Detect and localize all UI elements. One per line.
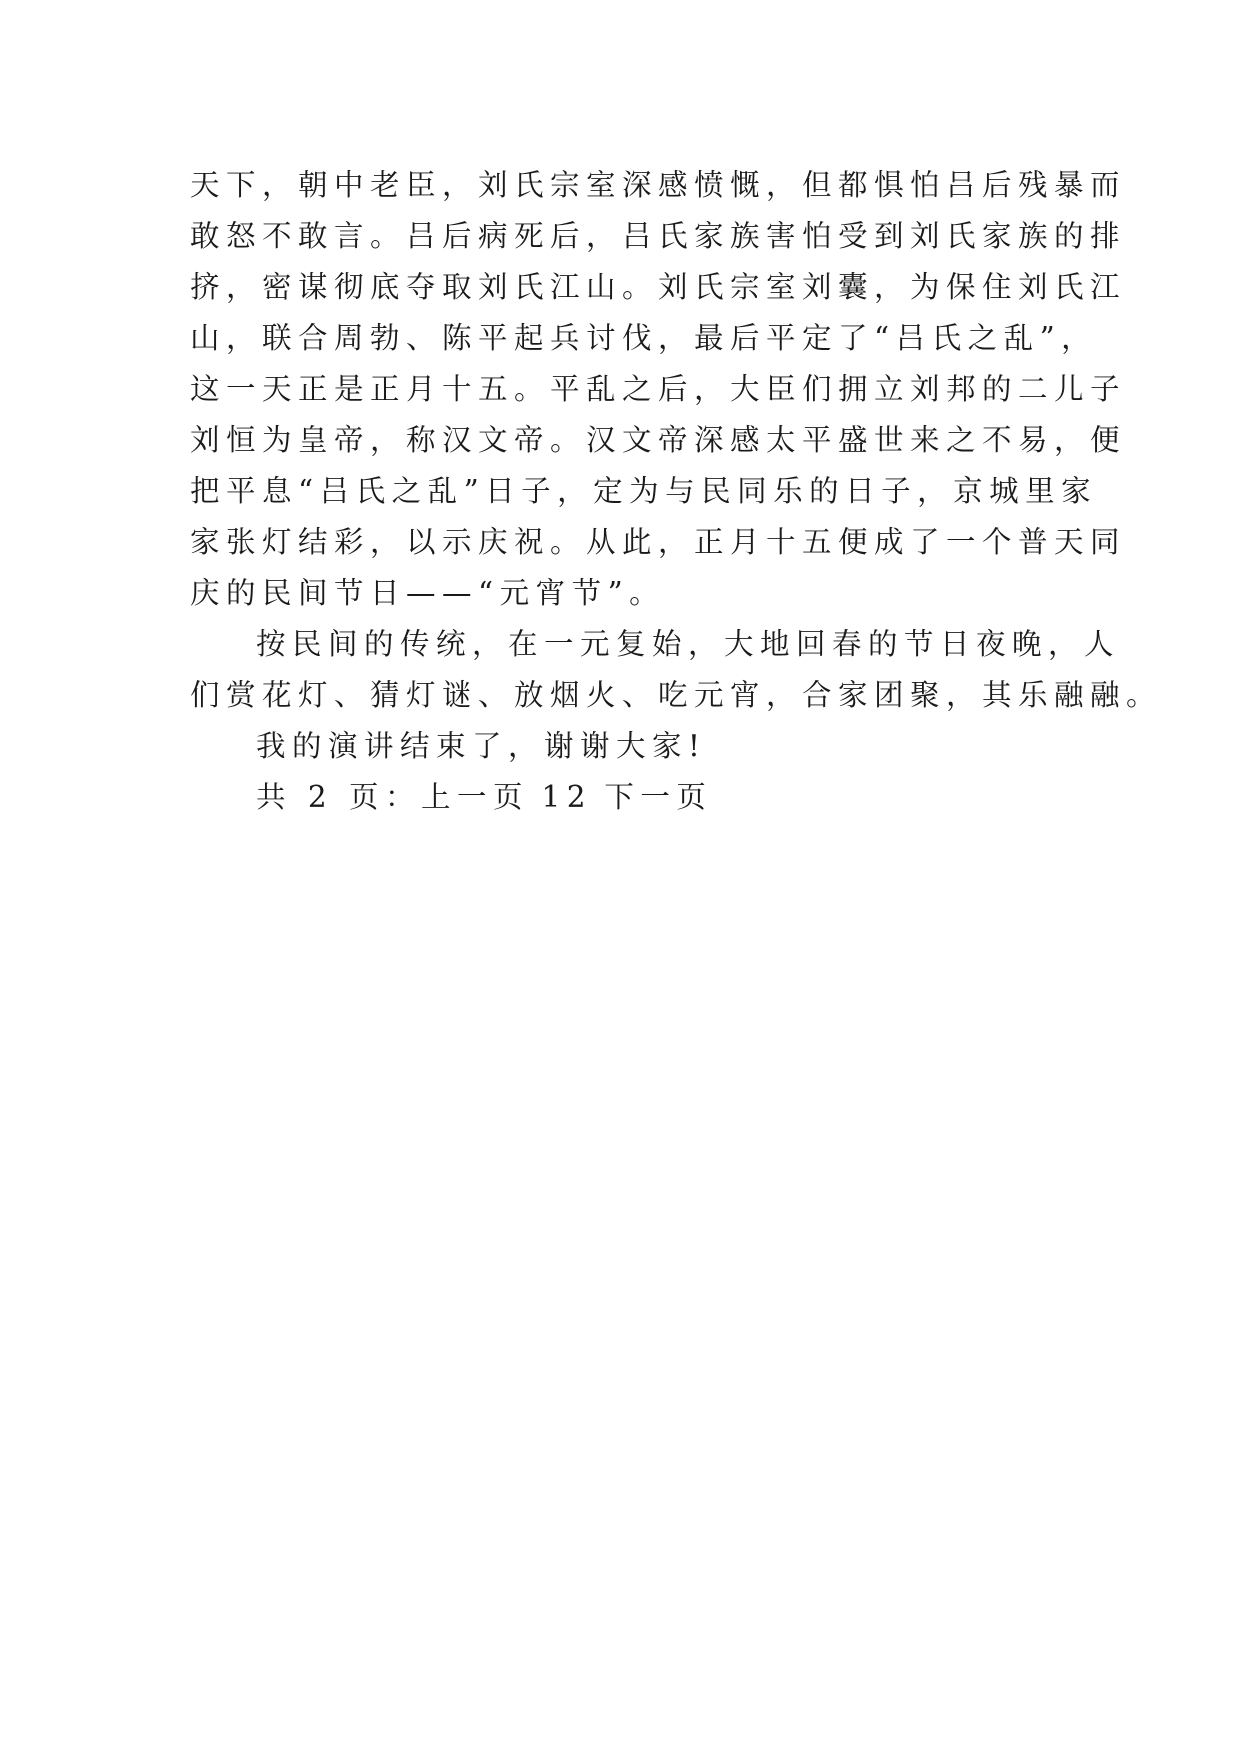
paragraph-1-line-6: 刘恒为皇帝，称汉文帝。汉文帝深感太平盛世来之不易，便	[190, 423, 1127, 457]
prev-page-link[interactable]: 上一页	[421, 780, 530, 814]
paragraph-1-line-7: 把平息“吕氏之乱”日子，定为与民同乐的日子，京城里家	[190, 474, 1098, 508]
pagination	[190, 772, 1055, 823]
paragraph-1-line-1: 天下，朝中老臣，刘氏宗室深感愤慨，但都惧怕吕后残暴而	[190, 168, 1127, 202]
next-page-link[interactable]: 下一页	[604, 780, 713, 814]
paragraph-1-line-3: 挤，密谋彻底夺取刘氏江山。刘氏宗室刘囊，为保住刘氏江	[190, 270, 1127, 304]
paragraph-2-line-1: 按民间的传统，在一元复始，大地回春的节日夜晚，人	[256, 627, 1121, 661]
paragraph-1-line-8: 家张灯结彩，以示庆祝。从此，正月十五便成了一个普天同	[190, 525, 1127, 559]
paragraph-1-line-4: 山，联合周勃、陈平起兵讨伐，最后平定了“吕氏之乱”，	[190, 321, 1098, 355]
pagination-total: 共 2 页：	[256, 780, 422, 814]
page-1-link[interactable]: 1	[541, 780, 567, 814]
document-body	[190, 160, 1163, 823]
paragraph-1-line-9: 庆的民间节日——“元宵节”。	[190, 576, 666, 610]
closing-line: 我的演讲结束了，谢谢大家!	[256, 729, 707, 763]
page-2-link[interactable]: 2	[566, 780, 593, 814]
paragraph-2-line-2: 们赏花灯、猜灯谜、放烟火、吃元宵，合家团聚，其乐融融。	[190, 678, 1163, 712]
paragraph-1-line-5: 这一天正是正月十五。平乱之后，大臣们拥立刘邦的二儿子	[190, 372, 1127, 406]
paragraph-1-line-2: 敢怒不敢言。吕后病死后，吕氏家族害怕受到刘氏家族的排	[190, 219, 1127, 253]
